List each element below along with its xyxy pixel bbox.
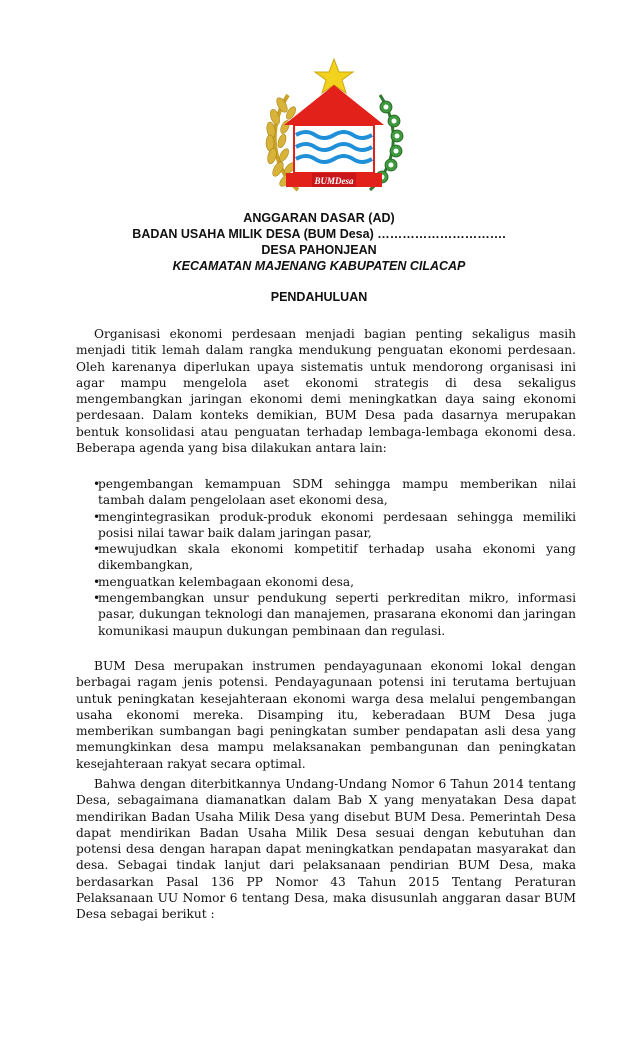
header-line-2: BADAN USAHA MILIK DESA (BUM Desa) …………………………. [132, 227, 506, 241]
header-line-3: DESA PAHONJEAN [261, 243, 377, 257]
list-item: • mewujudkan skala ekonomi kompetitif terhadap usaha ekonomi yang dikembangkan, [76, 541, 576, 574]
bullet-list [76, 476, 576, 639]
document-header [0, 210, 638, 274]
paragraph-2-text: BUM Desa merupakan instrumen pendayagunaan ekonomi lokal dengan berbagai ragam jenis potensi. Pendayagunaan potensi ini terutama bertujuan untuk peningkatan kesejahteraan ekonomi warga desa melalui pengembangan usaha ekonomi mereka. Disamping itu, keberadaan BUM Desa juga memberikan sumbangan bagi peningkatan sumber pendapatan asli desa yang memungkinkan desa mampu melaksanakan pembangunan dan peningkatan kesejahteraan rakyat secara optimal. [76, 659, 576, 771]
paragraph-1-text: Organisasi ekonomi perdesaan menjadi bagian penting sekaligus masih menjadi titik lemah dalam rangka mendukung penguatan ekonomi perdesaan. Oleh karenanya diperlukan upaya sistematis untuk mendorong organisasi ini agar mampu mengelola aset ekonomi strategis di desa sekaligus mengembangkan jaringan ekonomi demi meningkatkan daya saing ekonomi perdesaan. Dalam konteks demikian, BUM Desa pada dasarnya merupakan bentuk konsolidasi atau penguatan terhadap lembaga-lembaga ekonomi desa. Beberapa agenda yang bisa dilakukan antara lain: [76, 327, 576, 456]
header-line-1: ANGGARAN DASAR (AD) [243, 211, 395, 225]
bumdesa-logo [258, 55, 410, 203]
paragraph-3-text: Bahwa dengan diterbitkannya Undang-Undang Nomor 6 Tahun 2014 tentang Desa, sebagaimana diamanatkan dalam Bab X yang menyatakan Desa dapat mendirikan Badan Usaha Milik Desa yang disebut BUM Desa. Pemerintah Desa dapat mendirikan Badan Usaha Milik Desa sesuai dengan kebutuhan dan potensi desa dengan harapan dapat meningkatkan pendapatan masyarakat dan desa. Sebagai tindak lanjut dari pelaksanaan pendirian BUM Desa, maka berdasarkan Pasal 136 PP Nomor 43 Tahun 2015 Tentang Peraturan Pelaksanaan UU Nomor 6 tentang Desa, maka disusunlah anggaran dasar BUM Desa sebagai berikut : [76, 777, 576, 922]
list-item: • menguatkan kelembagaan ekonomi desa, [76, 574, 576, 590]
list-item: • mengembangkan unsur pendukung seperti perkreditan mikro, informasi pasar, dukungan teknologi dan manajemen, prasarana ekonomi dan jaringan komunikasi maupun dukungan pembinaan dan regulasi. [76, 590, 576, 639]
paragraph-1 [76, 326, 576, 456]
list-item: • mengintegrasikan produk-produk ekonomi perdesaan sehingga memiliki posisi nilai tawar baik dalam jaringan pasar, [76, 509, 576, 542]
header-line-4: KECAMATAN MAJENANG KABUPATEN CILACAP [172, 259, 466, 273]
list-item: • pengembangan kemampuan SDM sehingga mampu memberikan nilai tambah dalam pengelolaan aset ekonomi desa, [76, 476, 576, 509]
paragraph-3 [76, 776, 576, 923]
logo-label: BUMDesa [314, 176, 354, 186]
section-title: PENDAHULUAN [270, 290, 368, 304]
roof-icon [284, 85, 384, 125]
paragraph-2 [76, 658, 576, 772]
